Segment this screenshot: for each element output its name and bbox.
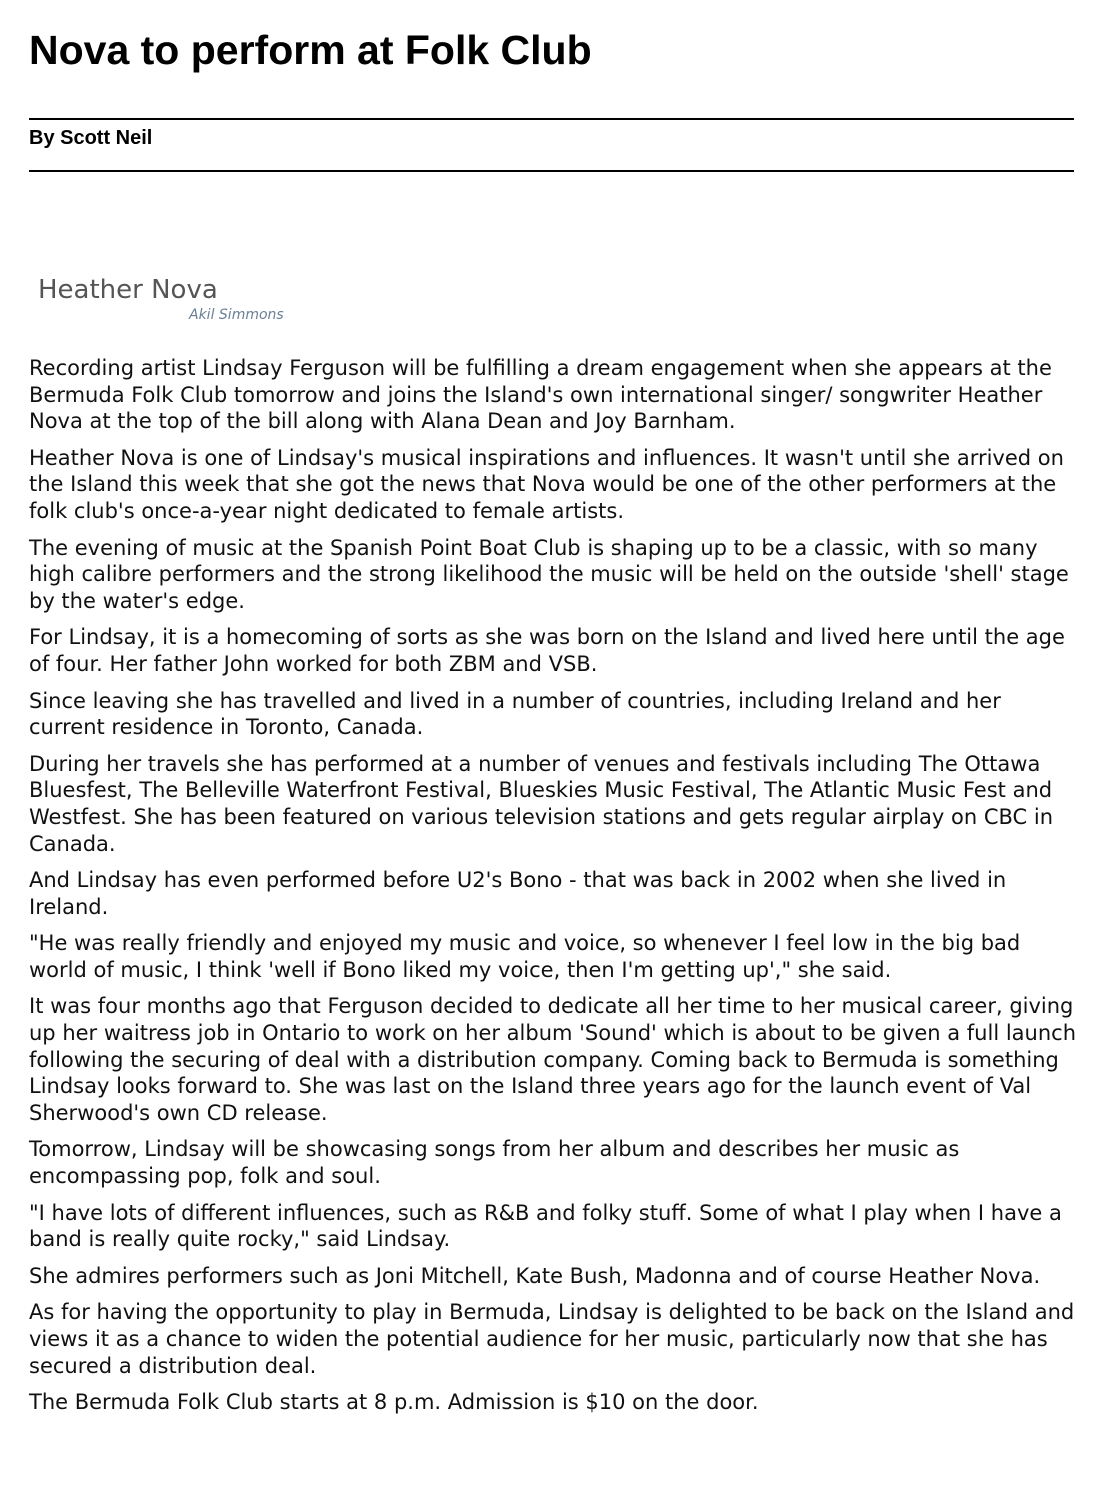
article-paragraph: The Bermuda Folk Club starts at 8 p.m. Admission is $10 on the door.: [29, 1390, 759, 1415]
article-paragraph: Since leaving she has travelled and lived in a number of countries, including Ireland and her current residence in Toronto, Canada.: [29, 688, 1001, 740]
article-paragraph: It was four months ago that Ferguson decided to dedicate all her time to her musical career, giving up her waitress job in Ontario to work on her album 'Sound' which is about to be given a full launch following the securing of deal with a distribution company. Coming back to Bermuda is something Lindsay looks forward to. She was last on the Island three years ago for the launch event of Val Sherwood's own CD release.: [29, 994, 1077, 1125]
article-paragraph: As for having the opportunity to play in Bermuda, Lindsay is delighted to be back on the Island and views it as a chance to widen the potential audience for her music, particularly now that she has secured a distribution deal.: [29, 1300, 1075, 1378]
article-paragraph: The evening of music at the Spanish Point Boat Club is shaping up to be a classic, with so many high calibre performers and the strong likelihood the music will be held on the outside 'shell' stage by the water's edge.: [29, 535, 1069, 613]
byline: By Scott Neil: [29, 127, 153, 149]
byline-bottom-rule: [29, 170, 1074, 172]
article-paragraph: "He was really friendly and enjoyed my music and voice, so whenever I feel low in the big bad world of music, I think 'well if Bono liked my voice, then I'm getting up'," she said.: [29, 931, 1021, 982]
article-paragraph: "I have lots of different influences, such as R&B and folky stuff. Some of what I play when I have a band is really quite rocky," said Lindsay.: [29, 1200, 1062, 1252]
article-paragraph: Recording artist Lindsay Ferguson will be fulfilling a dream engagement when she appears at the Bermuda Folk Club tomorrow and joins the Island's own international singer/ songwriter Heather Nova at the top of the bill along with Alana Dean and Joy Barnham.: [29, 356, 1052, 434]
article-paragraph: Tomorrow, Lindsay will be showcasing songs from her album and describes her music as encompassing pop, folk and soul.: [29, 1137, 960, 1189]
article-paragraph: During her travels she has performed at a number of venues and festivals including The Ottawa Bluesfest, The Belleville Waterfront Festival, Blueskies Music Festival, The Atlantic Music Fest and Westfest. She has been featured on various television stations and gets regular airplay on CBC in Canada.: [29, 751, 1054, 856]
byline-top-rule: [29, 118, 1074, 120]
photo-caption: Heather Nova: [38, 275, 218, 305]
article-body: [29, 355, 1079, 1426]
photo-credit: Akil Simmons: [189, 307, 284, 323]
headline: Nova to perform at Folk Club: [29, 27, 592, 73]
article-paragraph: And Lindsay has even performed before U2's Bono - that was back in 2002 when she lived in Ireland.: [29, 868, 1007, 919]
article-paragraph: For Lindsay, it is a homecoming of sorts as she was born on the Island and lived here until the age of four. Her father John worked for both ZBM and VSB.: [29, 625, 1065, 676]
article-paragraph: She admires performers such as Joni Mitchell, Kate Bush, Madonna and of course Heather Nova.: [29, 1263, 1041, 1288]
article-paragraph: Heather Nova is one of Lindsay's musical inspirations and influences. It wasn't until she arrived on the Island this week that she got the news that Nova would be one of the other performers at the folk club's once-a-year night dedicated to female artists.: [29, 445, 1064, 523]
